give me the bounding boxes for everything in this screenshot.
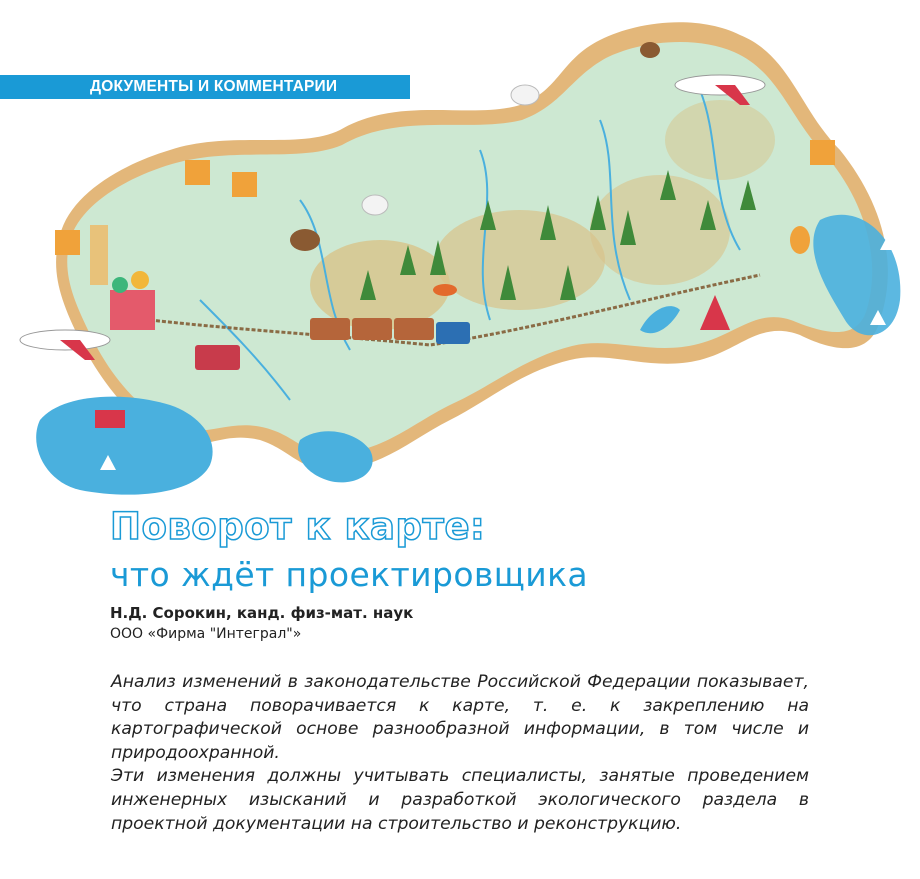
author-organization: ООО «Фирма "Интеграл"» xyxy=(110,626,302,642)
abstract-paragraph-2: Эти изменения должны учитывать специалисты, занятые проведением инженерных изысканий и разработкой экологического раздела в проектной документации на строительство и реконструкцию. xyxy=(111,766,809,834)
author-name: Н.Д. Сорокин, канд. физ-мат. наук xyxy=(110,604,414,622)
article-abstract xyxy=(111,671,809,836)
article-title-line2: что ждёт проектировщика xyxy=(110,555,589,594)
forest-region xyxy=(435,210,605,310)
article-title-line1: Поворот к карте: xyxy=(110,505,486,548)
bus-illustration xyxy=(195,345,240,370)
ship-illustration xyxy=(95,410,125,428)
forest-region xyxy=(310,240,450,330)
abstract-paragraph-1: Анализ изменений в законодательстве Российской Федерации показывает, что страна поворачивается к карте, т. е. к закреплению на картографической основе разнообразной информации, в том числе и природоохранной. xyxy=(111,672,809,763)
forest-region xyxy=(665,100,775,180)
section-banner: ДОКУМЕНТЫ И КОММЕНТАРИИ xyxy=(0,75,410,99)
